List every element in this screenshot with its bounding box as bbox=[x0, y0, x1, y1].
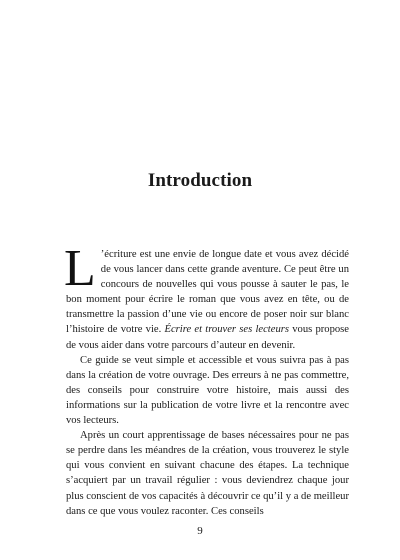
body-text bbox=[64, 240, 350, 519]
book-title-italic: Écrire et trouver ses lecteurs bbox=[164, 324, 289, 336]
paragraph-1-text-after: vous propose de vous aider dans votre parcours d’auteur en devenir. bbox=[66, 324, 350, 351]
paragraph-2: Ce guide se veut simple et accessible et vous suivra pas à pas dans la création de votre ouvrage. Des erreurs à ne pas commettre, des conseils pour construire votre histoire, mais aussi des informations sur la publication de votre livre et la rencontre avec vos lecteurs. bbox=[66, 354, 349, 427]
paragraph-1-text-before: ’écriture est une envie de longue date et vous avez décidé de vous lancer dans cette grande aventure. Ce peut être un concours de nouvelles qui vous pousse à sauter le pas, le bon moment pour écrire le roman que vous avez en tête, ou de transmettre la passion d’une vie ou encore de poser noir sur blanc l’histoire de votre vie. bbox=[66, 249, 349, 336]
chapter-title: Introduction bbox=[147, 170, 253, 191]
drop-cap: L bbox=[64, 240, 96, 297]
page-number: 9 bbox=[197, 525, 203, 537]
paragraph-1 bbox=[64, 240, 350, 353]
paragraph-3: Après un court apprentissage de bases nécessaires pour ne pas se perdre dans les méandres de la création, vous trouverez le style qui vous convient en suivant chacune des étapes. La technique s’acquiert par un travail régulier : vous deviendrez chaque jour plus conscient de vos capacités à découvrir ce qu’il y a de meilleur dans ce que vous voulez raconter. Ces conseils bbox=[66, 430, 349, 517]
